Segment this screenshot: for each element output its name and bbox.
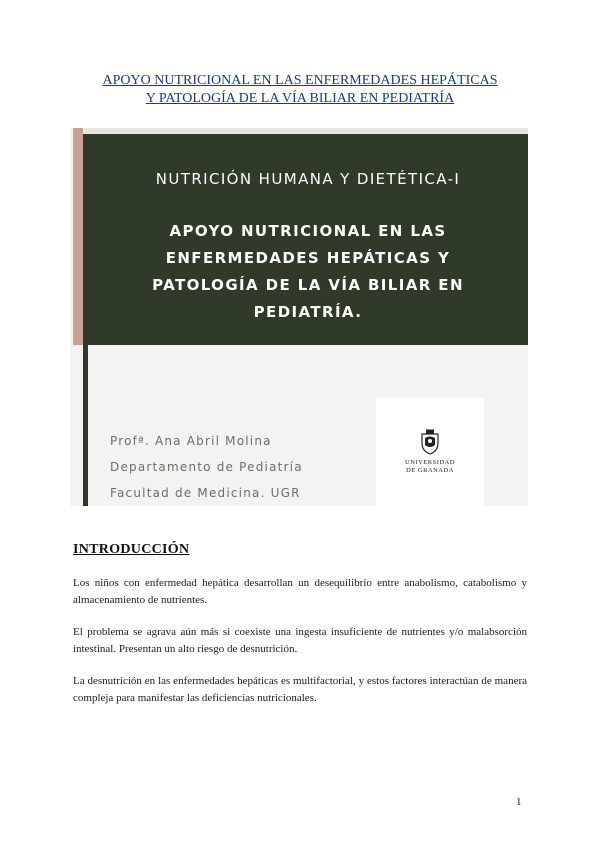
section-heading-introduccion: INTRODUCCIÓN — [73, 542, 190, 557]
page-number: 1 — [516, 796, 522, 808]
slide-heading: APOYO NUTRICIONAL EN LAS ENFERMEDADES HEPÁTICAS Y PATOLOGÍA DE LA VÍA BILIAR EN PEDIATRÍA. — [152, 222, 464, 321]
slide-accent-bar — [73, 128, 83, 345]
slide-title-panel — [88, 134, 528, 345]
slide-subtitle: NUTRICIÓN HUMANA Y DIETÉTICA-I — [155, 170, 461, 188]
paragraph-3: La desnutrición en las enfermedades hepáticas es multifactorial, y estos factores interactúan de manera compleja para manifestar las deficiencias nutricionales. — [73, 675, 527, 704]
coat-of-arms-icon — [416, 428, 444, 456]
slide-author-block — [110, 428, 303, 506]
author-faculty: Facultad de Medicina. UGR — [110, 486, 301, 500]
author-name: Profª. Ana Abril Molina — [110, 434, 272, 448]
document-title-line-1: APOYO NUTRICIONAL EN LAS ENFERMEDADES HEPÁTICAS — [102, 73, 498, 88]
author-department: Departamento de Pediatría — [110, 460, 303, 474]
title-slide-image — [70, 128, 528, 506]
logo-line-2: DE GRANADA — [406, 467, 454, 474]
logo-line-1: UNIVERSIDAD — [405, 459, 455, 466]
document-title — [0, 72, 600, 108]
document-title-line-2: Y PATOLOGÍA DE LA VÍA BILIAR EN PEDIATRÍA — [145, 91, 455, 106]
logo-wordmark — [376, 459, 484, 475]
paragraph-2: El problema se agrava aún más si coexiste una ingesta insuficiente de nutrientes y/o malabsorción intestinal. Presentan un alto riesgo de desnutrición. — [73, 626, 527, 655]
university-logo — [376, 398, 484, 506]
paragraph-1: Los niños con enfermedad hepática desarrollan un desequilibrio entre anabolismo, catabolismo y almacenamiento de nutrientes. — [73, 577, 527, 606]
